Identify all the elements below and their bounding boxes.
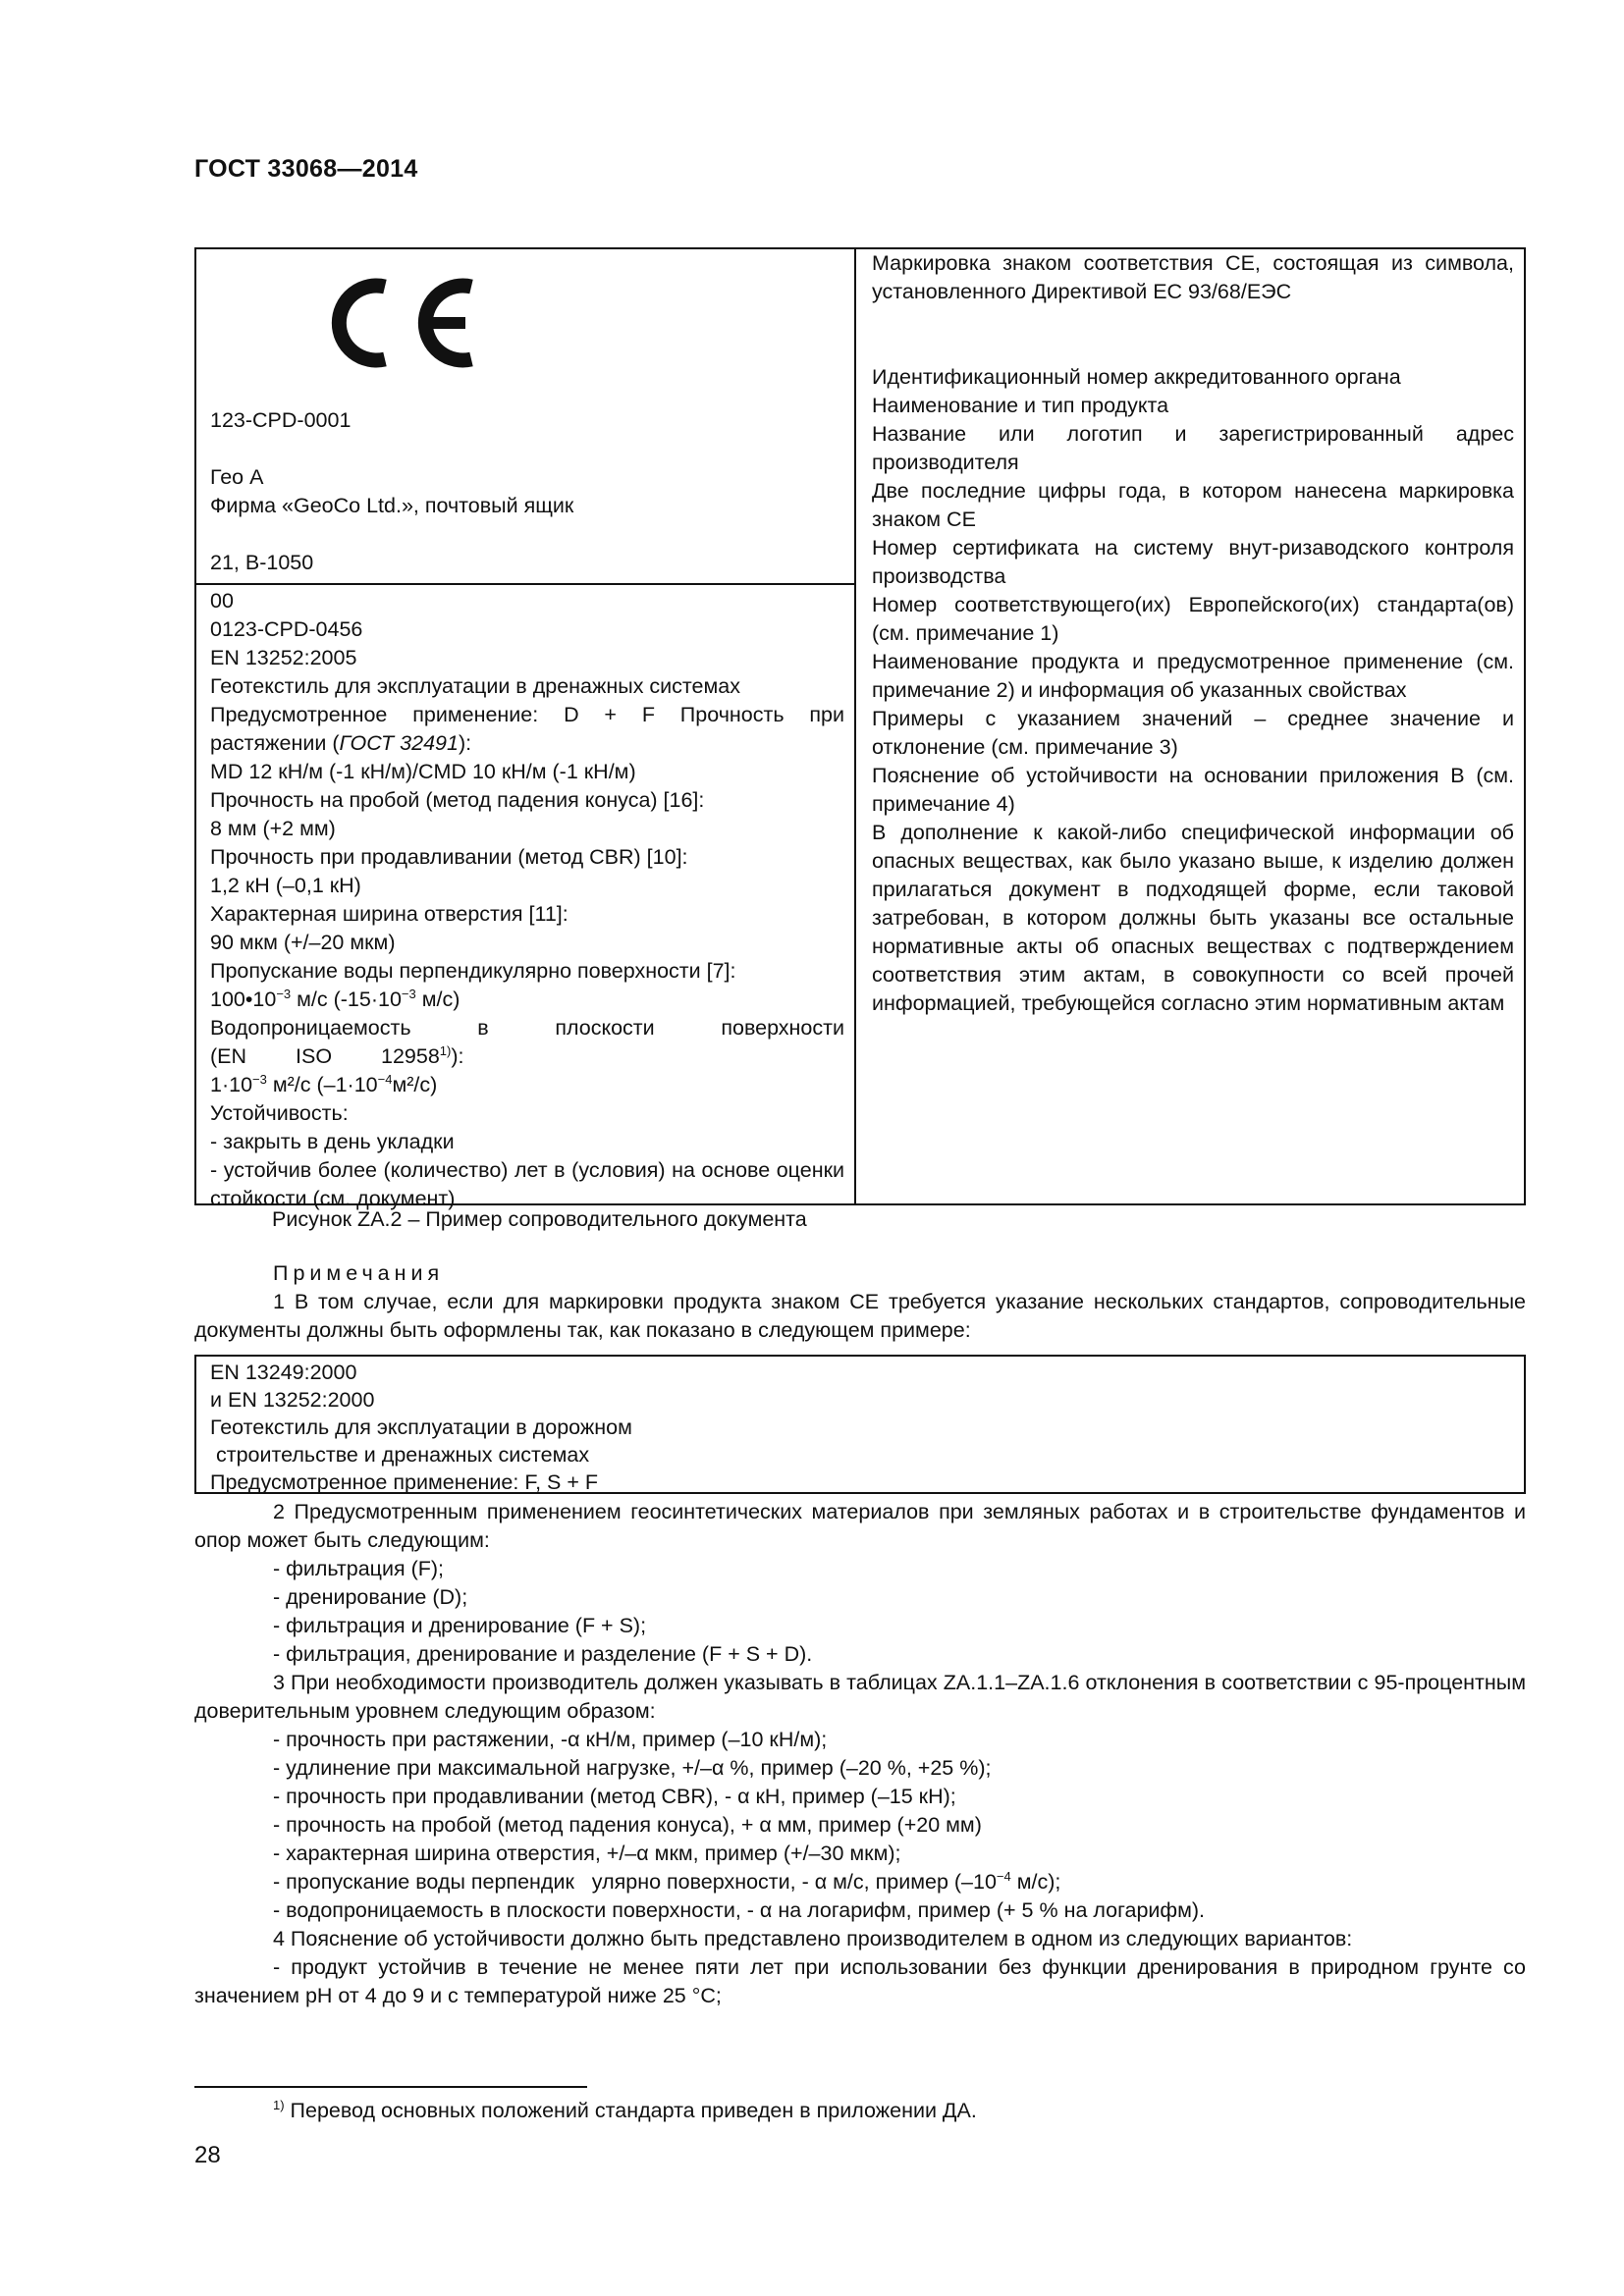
note-3-item: - характерная ширина отверстия, +/–α мкм, пример (+/–30 мкм); (273, 1842, 901, 1865)
water-flow-label: Пропускание воды перпендикулярно поверхности [7]: (210, 959, 736, 983)
footnote-rule (194, 2086, 587, 2088)
opening-size-value: 90 мкм (+/–20 мкм) (210, 931, 396, 954)
manufacturer-name: Гео А (210, 465, 264, 489)
figure-left-bottom-cell (210, 587, 844, 1213)
footnote: $^{1)}$ Перевод основных положений стандарта приведен в приложении ДА. (273, 2097, 977, 2122)
figure-left-top-cell (210, 406, 839, 577)
page-number: 28 (194, 2142, 221, 2168)
note-2-item: - фильтрация, дренирование и разделение (F + S + D). (273, 1642, 813, 1666)
permeability-label: Водопроницаемость в плоскости поверхности (EN ISO 12958$^{1)}$): (210, 1016, 844, 1068)
note-2-item: - фильтрация (F); (273, 1557, 445, 1580)
permeability-value: $1\cdot 10^{-3}$ м²/с $(-1\cdot 10^{-4}м^2/с)$ (210, 1071, 438, 1096)
explanation-product: Наименование и тип продукта (872, 394, 1169, 417)
durability-item: - устойчив более (количество) лет в (условия) на основе оценки стойкости (см. документ) (210, 1158, 844, 1210)
manufacturer-address: 21, B-1050 (210, 551, 314, 574)
tensile-value: MD 12 кН/м (-1 кН/м)/CMD 10 кН/м (-1 кН/м) (210, 760, 636, 783)
note-1: 1 В том случае, если для маркировки продукта знаком CE требуется указание нескольких стандартов, сопроводительные документы должны быть оформлены так, как показано в следующем примере: (194, 1290, 1526, 1342)
puncture-value: 8 мм (+2 мм) (210, 817, 336, 840)
explanation-standard: Номер соответствующего(их) Европейского(их) стандарта(ов) (см. примечание 1) (872, 593, 1514, 645)
note-3-item: - водопроницаемость в плоскости поверхности, - α на логарифм, пример (+ 5 % на логарифм). (273, 1898, 1206, 1922)
example-line: EN 13249:2000 (210, 1361, 357, 1384)
water-flow-value: $100•10^{-3}$ м/с ($-15\cdot 10^{-3}$ м/с) (210, 986, 460, 1011)
explanation-manufacturer: Название или логотип и зарегистрированный адрес производителя (872, 422, 1514, 474)
note-2-item: - фильтрация и дренирование (F + S); (273, 1614, 647, 1637)
figure-column-divider (854, 249, 856, 1203)
cbr-label: Прочность при продавливании (метод CBR) [10]: (210, 845, 688, 869)
notes-body (194, 1498, 1526, 2010)
note-4: 4 Пояснение об устойчивости должно быть представлено производителем в одном из следующих вариантов: (273, 1927, 1353, 1950)
manufacturer-company: Фирма «GeoCo Ltd.», почтовый ящик (210, 494, 574, 517)
note-3-item: - удлинение при максимальной нагрузке, +/–α %, пример (–20 %, +25 %); (273, 1756, 992, 1780)
explanation-certificate: Номер сертификата на систему внут-ризаводского контроля производства (872, 536, 1514, 588)
intended-use: Предусмотренное применение: D + F Прочность при растяжении (ГОСТ 32491): (210, 703, 844, 755)
ce-marking-figure (194, 247, 1526, 1210)
ce-mark-icon (314, 269, 491, 377)
note-3-item: - прочность на пробой (метод падения конуса), + α мм, пример (+20 мм) (273, 1813, 982, 1837)
explanation-hazardous: В дополнение к какой-либо специфической информации об опасных веществах, как было указано выше, к изделию должен прилагаться документ в подходящей форме, если таковой затребован, в котором должны быть указаны все остальные нормативные акты об опасных веществах с подтверждением соответствия этим актам, в совокупности со всей прочей информацией, требующейся согласно этим нормативным актам (872, 821, 1514, 1015)
example-line: строительстве и дренажных системах (210, 1443, 590, 1467)
explanation-use: Наименование продукта и предусмотренное применение (см. примечание 2) и информация об указанных свойствах (872, 650, 1514, 702)
example-line: и EN 13252:2000 (210, 1388, 375, 1412)
note-4-item: - продукт устойчив в течение не менее пяти лет при использовании без функции дренирования в природном грунте со значением pH от 4 до 9 и с температурой ниже 25 °C; (194, 1955, 1526, 2007)
figure-caption: Рисунок ZA.2 – Пример сопроводительного документа (272, 1207, 807, 1231)
note-3-item: - пропускание воды перпендик улярно поверхности, - α м/с, пример ($-10^{-4}$ м/с); (273, 1868, 1061, 1894)
standard-number: EN 13252:2005 (210, 646, 357, 669)
figure-right-cell (872, 249, 1514, 1018)
cbr-value: 1,2 кН (–0,1 кН) (210, 874, 361, 897)
notes-intro (194, 1259, 1526, 1345)
explanation-ce: Маркировка знаком соответствия CE, состоящая из символа, установленного Директивой ЕС 93/68/ЕЭС (872, 251, 1514, 303)
year-digits: 00 (210, 589, 234, 613)
certificate-number: 0123-CPD-0456 (210, 617, 363, 641)
example-line: Геотекстиль для эксплуатации в дорожном (210, 1415, 632, 1439)
explanation-body-id: Идентификационный номер аккредитованного органа (872, 365, 1401, 389)
example-line: Предусмотренное применение: F, S + F (210, 1470, 598, 1494)
durability-label: Устойчивость: (210, 1101, 349, 1125)
document-header: ГОСТ 33068—2014 (194, 155, 418, 183)
note-3-item: - прочность при растяжении, -α кН/м, пример (–10 кН/м); (273, 1728, 828, 1751)
explanation-values: Примеры с указанием значений – среднее значение и отклонение (см. примечание 3) (872, 707, 1514, 759)
example-box (194, 1355, 1526, 1494)
puncture-label: Прочность на пробой (метод падения конуса) [16]: (210, 788, 705, 812)
note-2-item: - дренирование (D); (273, 1585, 468, 1609)
explanation-durability: Пояснение об устойчивости на основании приложения В (см. примечание 4) (872, 764, 1514, 816)
notes-heading: Примечания (273, 1261, 445, 1285)
figure-left-divider (196, 583, 854, 585)
note-2: 2 Предусмотренным применением геосинтетических материалов при земляных работах и в строительстве фундаментов и опор может быть следующим: (194, 1500, 1526, 1552)
product-name: Геотекстиль для эксплуатации в дренажных системах (210, 674, 740, 698)
durability-item: - закрыть в день укладки (210, 1130, 455, 1153)
cert-body-number: 123-CPD-0001 (210, 408, 352, 432)
explanation-year: Две последние цифры года, в котором нанесена маркировка знаком CE (872, 479, 1514, 531)
note-3: 3 При необходимости производитель должен указывать в таблицах ZA.1.1–ZA.1.6 отклонения в соответствии с 95-процентным доверительным уровнем следующим образом: (194, 1671, 1526, 1723)
opening-size-label: Характерная ширина отверстия [11]: (210, 902, 568, 926)
note-3-item: - прочность при продавливании (метод CBR), - α кН, пример (–15 кН); (273, 1785, 956, 1808)
